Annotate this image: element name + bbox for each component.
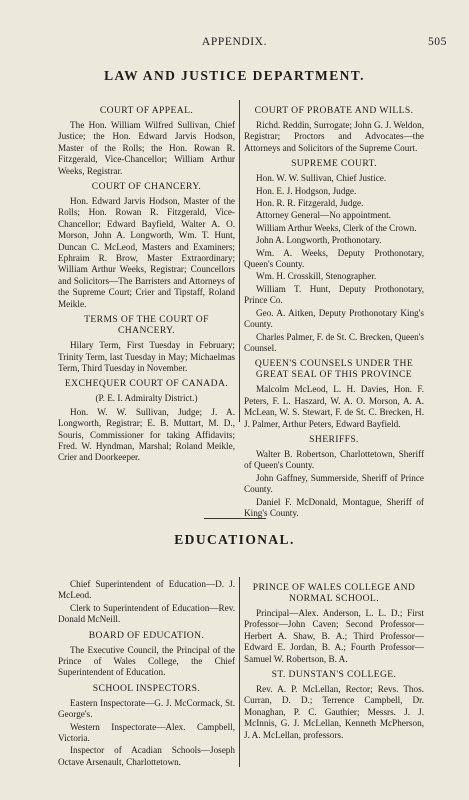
list-item: Inspector of Acadian Schools—Joseph Octave Arsenault, Charlottetown. bbox=[58, 745, 235, 767]
section-heading: SUPREME COURT. bbox=[291, 158, 377, 170]
section-heading: BOARD OF EDUCATION. bbox=[88, 629, 205, 641]
list-item: Geo. A. Aitken, Deputy Prothonotary King's County. bbox=[244, 307, 424, 330]
exchequer-section bbox=[58, 378, 235, 463]
prince-of-wales-section bbox=[244, 582, 424, 665]
list-item: Daniel F. McDonald, Montague, Sheriff of King's County. bbox=[244, 496, 424, 518]
sheriffs-section bbox=[244, 434, 424, 519]
queens-counsels-section bbox=[244, 358, 424, 430]
section-text: The Executive Council, the Principal of the Prince of Wales College, the Chief Superintendent of Education. bbox=[58, 644, 235, 678]
section-text: Hon. W. W. Sullivan, Judge; J. A. Longworth, Registrar; E. B. Muttart, M. D., Souris, Commissioner for taking Affidavits; Fred. W. Hyndman, Marshal; Roland Meikle, Crier and Doorkeeper. bbox=[58, 406, 235, 463]
section-heading: PRINCE OF WALES COLLEGE AND NORMAL SCHOOL. bbox=[252, 582, 416, 604]
law-department-title: LAW AND JUSTICE DEPARTMENT. bbox=[104, 68, 365, 83]
school-inspectors-section bbox=[58, 683, 235, 768]
section-text: Principal—Alex. Anderson, L. L. D.; First Professor—John Caven; Second Professor—Herbert A. Shaw, B. A.; Third Professor—Edward E. Jordan, B. A.; Fourth Professor—Samuel W. Robertson, B. A. bbox=[244, 608, 424, 664]
running-head-title: APPENDIX. bbox=[201, 36, 268, 48]
section-divider bbox=[204, 518, 266, 519]
section-heading: COURT OF APPEAL. bbox=[99, 105, 194, 116]
page-number: 505 bbox=[427, 36, 447, 48]
section-text: Malcolm McLeod, L. H. Davies, Hon. F. Peters, F. L. Haszard, W. A. O. Morson, A. A. McLean, W. S. Stewart, F. de St. C. Brecken, H. J. Palmer, Arthur Peters, Edward Bayfield. bbox=[244, 384, 424, 429]
section-heading: QUEEN'S COUNSELS UNDER THE GREAT SEAL OF THIS PROVINCE bbox=[254, 358, 414, 381]
list-item: John A. Longworth, Prothonotary. bbox=[256, 235, 382, 246]
edu-left-column bbox=[58, 579, 235, 772]
section-text: Richd. Reddin, Surrogate; John G. J. Weldon, Registrar; Proctors and Advocates—the Attorneys and Solicitors of the Supreme Court. bbox=[244, 120, 424, 153]
section-heading: ST. DUNSTAN'S COLLEGE. bbox=[271, 669, 397, 681]
list-item: Eastern Inspectorate—G. J. McCormack, St. George's. bbox=[58, 697, 235, 720]
section-text: Rev. A. P. McLellan, Rector; Revs. Thos. Curran, D. D.; Terrence Campbell, Dr. Monaghan, P. C. Gauthier; Messrs. J. J. McInnis, G. J. McLellan, Kenneth McPherson, J. A. McLellan, professors. bbox=[244, 684, 424, 740]
section-heading: COURT OF PROBATE AND WILLS. bbox=[254, 105, 414, 116]
probate-section bbox=[244, 105, 424, 154]
court-of-chancery-section bbox=[58, 181, 235, 310]
list-item: Hon. E. J. Hodgson, Judge. bbox=[256, 185, 357, 196]
running-head bbox=[0, 36, 469, 52]
list-item: Western Inspectorate—Alex. Campbell, Victoria. bbox=[58, 721, 235, 744]
section-heading: EXCHEQUER COURT OF CANADA. bbox=[64, 378, 229, 390]
section-heading: SHERIFFS. bbox=[309, 433, 359, 445]
section-subheading: (P. E. I. Admiralty District.) bbox=[95, 393, 198, 404]
court-of-appeal-section bbox=[58, 105, 235, 177]
supreme-court-section bbox=[244, 158, 424, 354]
section-text: Hon. Edward Jarvis Hodson, Master of the Rolls; Hon. Rowan R. Fitzgerald, Vice-Chancellor; Edward Bayfield, Walter A. O. Morson, John A. Longworth, Wm. T. Hunt, Duncan C. McLeod, Masters and Examiners; Ephraim R. Brow, Master Extraordinary; William Arthur Weeks, Registrar; Councellors and Solicitors—The Barristers and Attorneys of the Supreme Court; Crier and Tipstaff, Roland Meikle. bbox=[58, 196, 235, 309]
column-divider bbox=[239, 577, 240, 767]
list-item: Charles Palmer, F. de St. C. Brecken, Queen's Counsel. bbox=[244, 331, 424, 353]
list-item: Attorney General—No appointment. bbox=[256, 210, 391, 221]
list-item: John Gaffney, Summerside, Sheriff of Prince County. bbox=[244, 472, 424, 495]
section-heading: TERMS OF THE COURT OF CHANCERY. bbox=[84, 314, 209, 337]
column-divider bbox=[239, 100, 240, 422]
list-item: William Arthur Weeks, Clerk of the Crown. bbox=[256, 222, 417, 233]
list-item: Hon. R. R. Fitzgerald, Judge. bbox=[256, 198, 364, 209]
list-item: William T. Hunt, Deputy Prothonotary, Prince Co. bbox=[244, 283, 424, 306]
law-left-column bbox=[58, 102, 235, 468]
section-heading: SCHOOL INSPECTORS. bbox=[92, 682, 201, 694]
list-item: Hon. W. W. Sullivan, Chief Justice. bbox=[256, 173, 387, 184]
section-text: Hilary Term, First Tuesday in February; Trinity Term, last Tuesday in May; Michaelmas Term, Third Tuesday in November. bbox=[58, 340, 235, 373]
list-item: Wm. H. Crosskill, Stenographer. bbox=[256, 271, 377, 282]
educational-title: EDUCATIONAL. bbox=[174, 532, 295, 547]
list-item: Walter B. Robertson, Charlottetown, Sheriff of Queen's County. bbox=[244, 448, 424, 471]
terms-section bbox=[58, 314, 235, 374]
education-officers bbox=[58, 579, 235, 626]
list-item: Chief Superintendent of Education—D. J. McLeod. bbox=[58, 579, 235, 601]
list-item: Clerk to Superintendent of Education—Rev. Donald McNeill. bbox=[58, 602, 235, 625]
board-of-education-section bbox=[58, 630, 235, 679]
section-heading: COURT OF CHANCERY. bbox=[91, 181, 202, 193]
section-text: The Hon. William Wilfred Sullivan, Chief Justice; the Hon. Edward Jarvis Hodson, Master of the Rolls; the Hon. Rowan R. Fitzgerald, Vice-Chancellor; William Arthur Weeks, Registrar. bbox=[58, 120, 235, 176]
st-dunstans-section bbox=[244, 669, 424, 741]
law-right-column bbox=[244, 102, 424, 523]
edu-right-column bbox=[244, 579, 424, 745]
list-item: Wm. A. Weeks, Deputy Prothonotary, Queen's County. bbox=[244, 247, 424, 270]
